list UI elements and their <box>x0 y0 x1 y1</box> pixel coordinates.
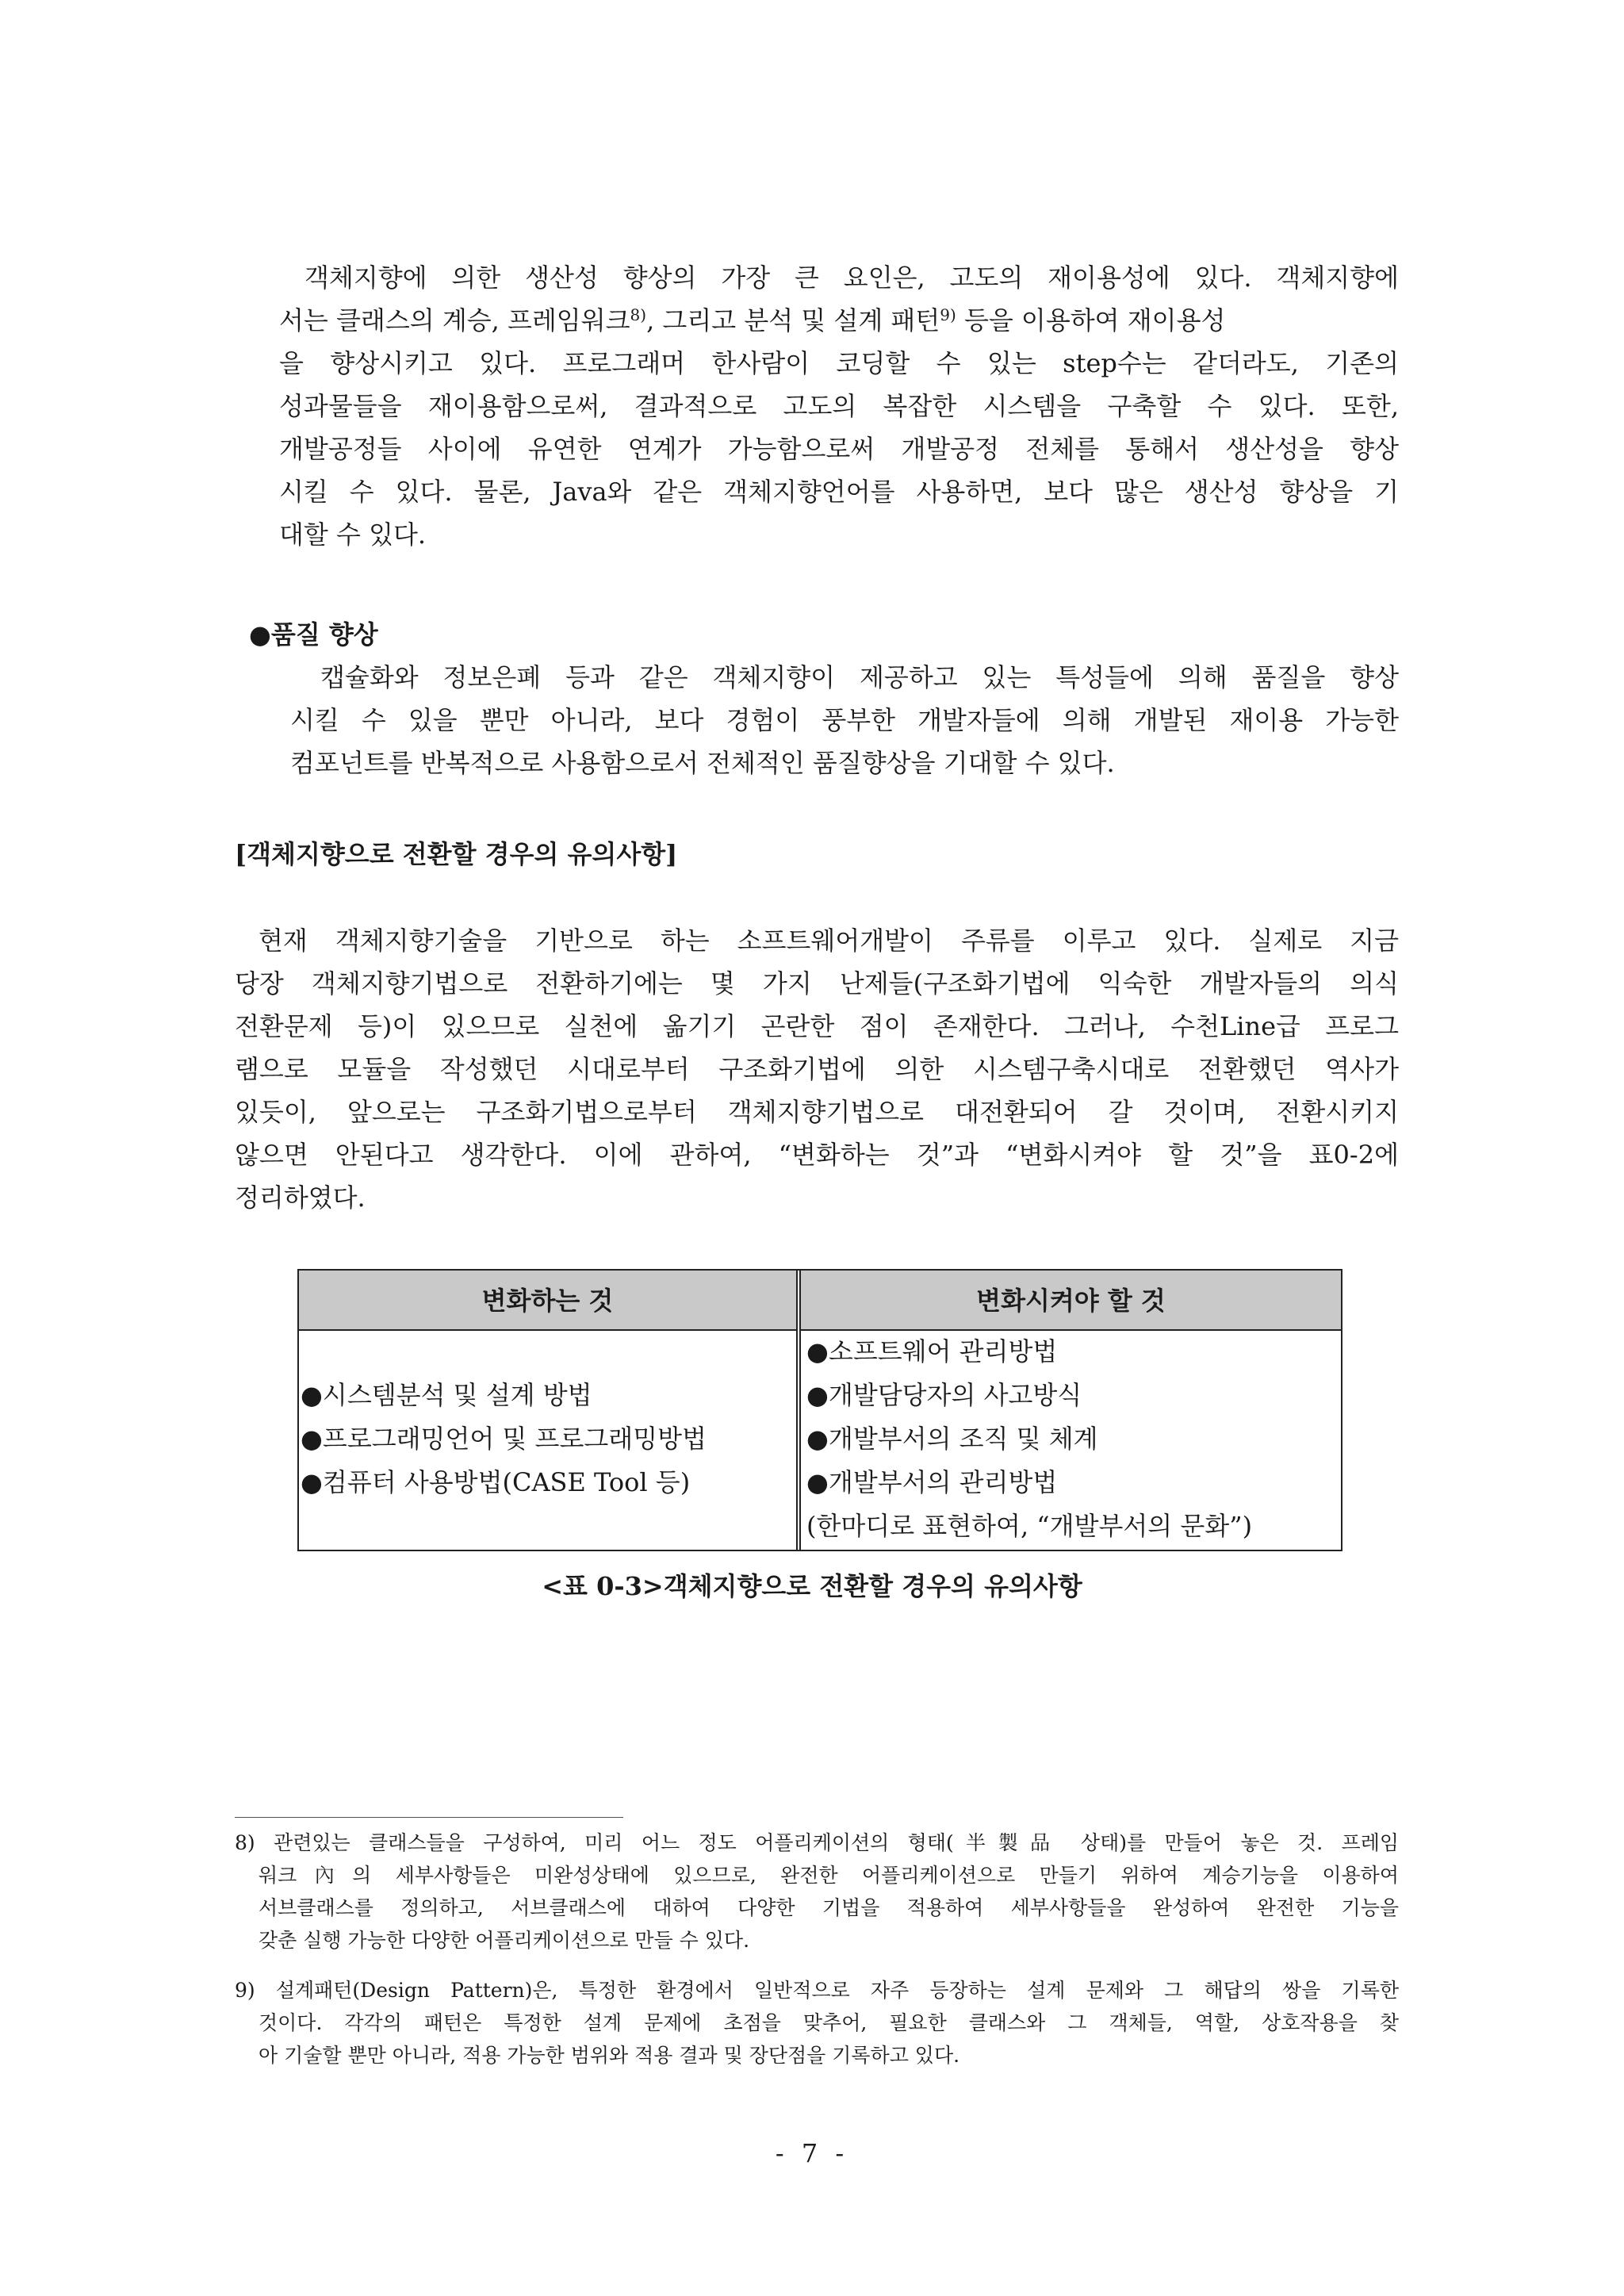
text-line: 개발공정들 사이에 유연한 연계가 가능함으로써 개발공정 전체를 통해서 생산성을 향상 <box>279 434 1399 464</box>
section-heading: [객체지향으로 전환할 경우의 유의사항] <box>235 839 678 869</box>
footnote-8-line: 갖춘 실행 가능한 다양한 어플리케이션으로 만들 수 있다. <box>259 1929 750 1952</box>
table-item: ●컴퓨터 사용방법(CASE Tool 등) <box>301 1467 691 1497</box>
table-item: ●개발담당자의 사고방식 <box>806 1380 1082 1410</box>
text-line: 당장 객체지향기법으로 전환하기에는 몇 가지 난제들(구조화기법에 익숙한 개발자들의 의식 <box>235 968 1399 999</box>
table-item: ●시스템분석 및 설계 방법 <box>301 1380 592 1410</box>
table-cell-right <box>806 1330 1252 1548</box>
text-line: 시킬 수 있다. 물론, Java와 같은 객체지향언어를 사용하면, 보다 많은 생산성 향상을 기 <box>279 477 1399 507</box>
text-line: 객체지향에 의한 생산성 향상의 가장 큰 요인은, 고도의 재이용성에 있다. 객체지향에 <box>304 263 1399 293</box>
text-line: 서는 클래스의 계승, 프레임워크$^{8)}$, 그리고 분석 및 설계 패턴$^{9)}$ 등을 이용하여 재이용성 <box>279 305 1226 335</box>
text-line: 않으면 안된다고 생각한다. 이에 관하여, “변화하는 것”과 “변화시켜야 할 것”을 표0-2에 <box>235 1140 1399 1170</box>
text-line: 성과물들을 재이용함으로써, 결과적으로 고도의 복잡한 시스템을 구축할 수 있다. 또한, <box>279 391 1399 421</box>
table-header-changing: 변화하는 것 <box>299 1271 796 1331</box>
footnote-8-line: 8) 관련있는 클래스들을 구성하여, 미리 어느 정도 어플리케이션의 형태(半製品 상태)를 만들어 놓은 것. 프레임 <box>235 1831 1399 1854</box>
table-item: (한마디로 표현하여, “개발부서의 문화”) <box>806 1511 1253 1541</box>
footnote-9-line: 아 기술할 뿐만 아니라, 적용 가능한 범위와 적용 결과 및 장단점을 기록하고 있다. <box>259 2044 960 2067</box>
text-line: 컴포넌트를 반복적으로 사용함으로서 전체적인 품질향상을 기대할 수 있다. <box>290 748 1115 778</box>
footnote-ref-8[interactable]: 8) <box>630 305 647 324</box>
table-item: ●프로그래밍언어 및 프로그래밍방법 <box>301 1424 707 1454</box>
text-line: 정리하였다. <box>235 1182 366 1213</box>
table-item: ●개발부서의 관리방법 <box>806 1467 1058 1497</box>
footnote-9-line: 것이다. 각각의 패턴은 특정한 설계 문제에 초점을 맞추어, 필요한 클래스와 그 객체들, 역할, 상호작용을 찾 <box>259 2011 1399 2034</box>
page-number: - 7 - <box>775 2138 849 2168</box>
text-line: 을 향상시키고 있다. 프로그래머 한사람이 코딩할 수 있는 step수는 같더라도, 기존의 <box>279 348 1399 378</box>
text-line: 전환문제 등)이 있으므로 실천에 옮기기 곤란한 점이 존재한다. 그러나, 수천Line급 프로그 <box>235 1011 1399 1041</box>
comparison-table <box>297 1269 1342 1551</box>
table-column-divider <box>796 1271 801 1550</box>
text-line: 캡슐화와 정보은폐 등과 같은 객체지향이 제공하고 있는 특성들에 의해 품질을 향상 <box>320 662 1399 692</box>
table-item: ●소프트웨어 관리방법 <box>806 1336 1058 1366</box>
table-item: ●개발부서의 조직 및 체계 <box>806 1424 1098 1454</box>
footnote-ref-9[interactable]: 9) <box>940 305 956 324</box>
text-line: 대할 수 있다. <box>279 519 427 550</box>
footnote-divider <box>235 1817 623 1818</box>
text-line: 있듯이, 앞으로는 구조화기법으로부터 객체지향기법으로 대전환되어 갈 것이며, 전환시키지 <box>235 1097 1399 1127</box>
text-line: 시킬 수 있을 뿐만 아니라, 보다 경험이 풍부한 개발자들에 의해 개발된 재이용 가능한 <box>290 705 1399 735</box>
footnote-9-line: 9) 설계패턴(Design Pattern)은, 특정한 환경에서 일반적으로 자주 등장하는 설계 문제와 그 해답의 쌍을 기록한 <box>235 1979 1399 2002</box>
text-line: 현재 객체지향기술을 기반으로 하는 소프트웨어개발이 주류를 이루고 있다. 실제로 지금 <box>259 926 1399 956</box>
table-caption: <표 0-3>객체지향으로 전환할 경우의 유의사항 <box>542 1571 1082 1601</box>
table-cell-left <box>301 1374 707 1504</box>
quality-heading: ●품질 향상 <box>249 619 378 650</box>
footnote-8-line: 워크內의 세부사항들은 미완성상태에 있으므로, 완전한 어플리케이션으로 만들기 위하여 계승기능을 이용하여 <box>259 1864 1399 1887</box>
footnote-8-line: 서브클래스를 정의하고, 서브클래스에 대하여 다양한 기법을 적용하여 세부사항들을 완성하여 완전한 기능을 <box>259 1896 1399 1919</box>
text-line: 램으로 모듈을 작성했던 시대로부터 구조화기법에 의한 시스템구축시대로 전환했던 역사가 <box>235 1054 1399 1084</box>
table-header-to-change: 변화시켜야 할 것 <box>801 1271 1341 1331</box>
